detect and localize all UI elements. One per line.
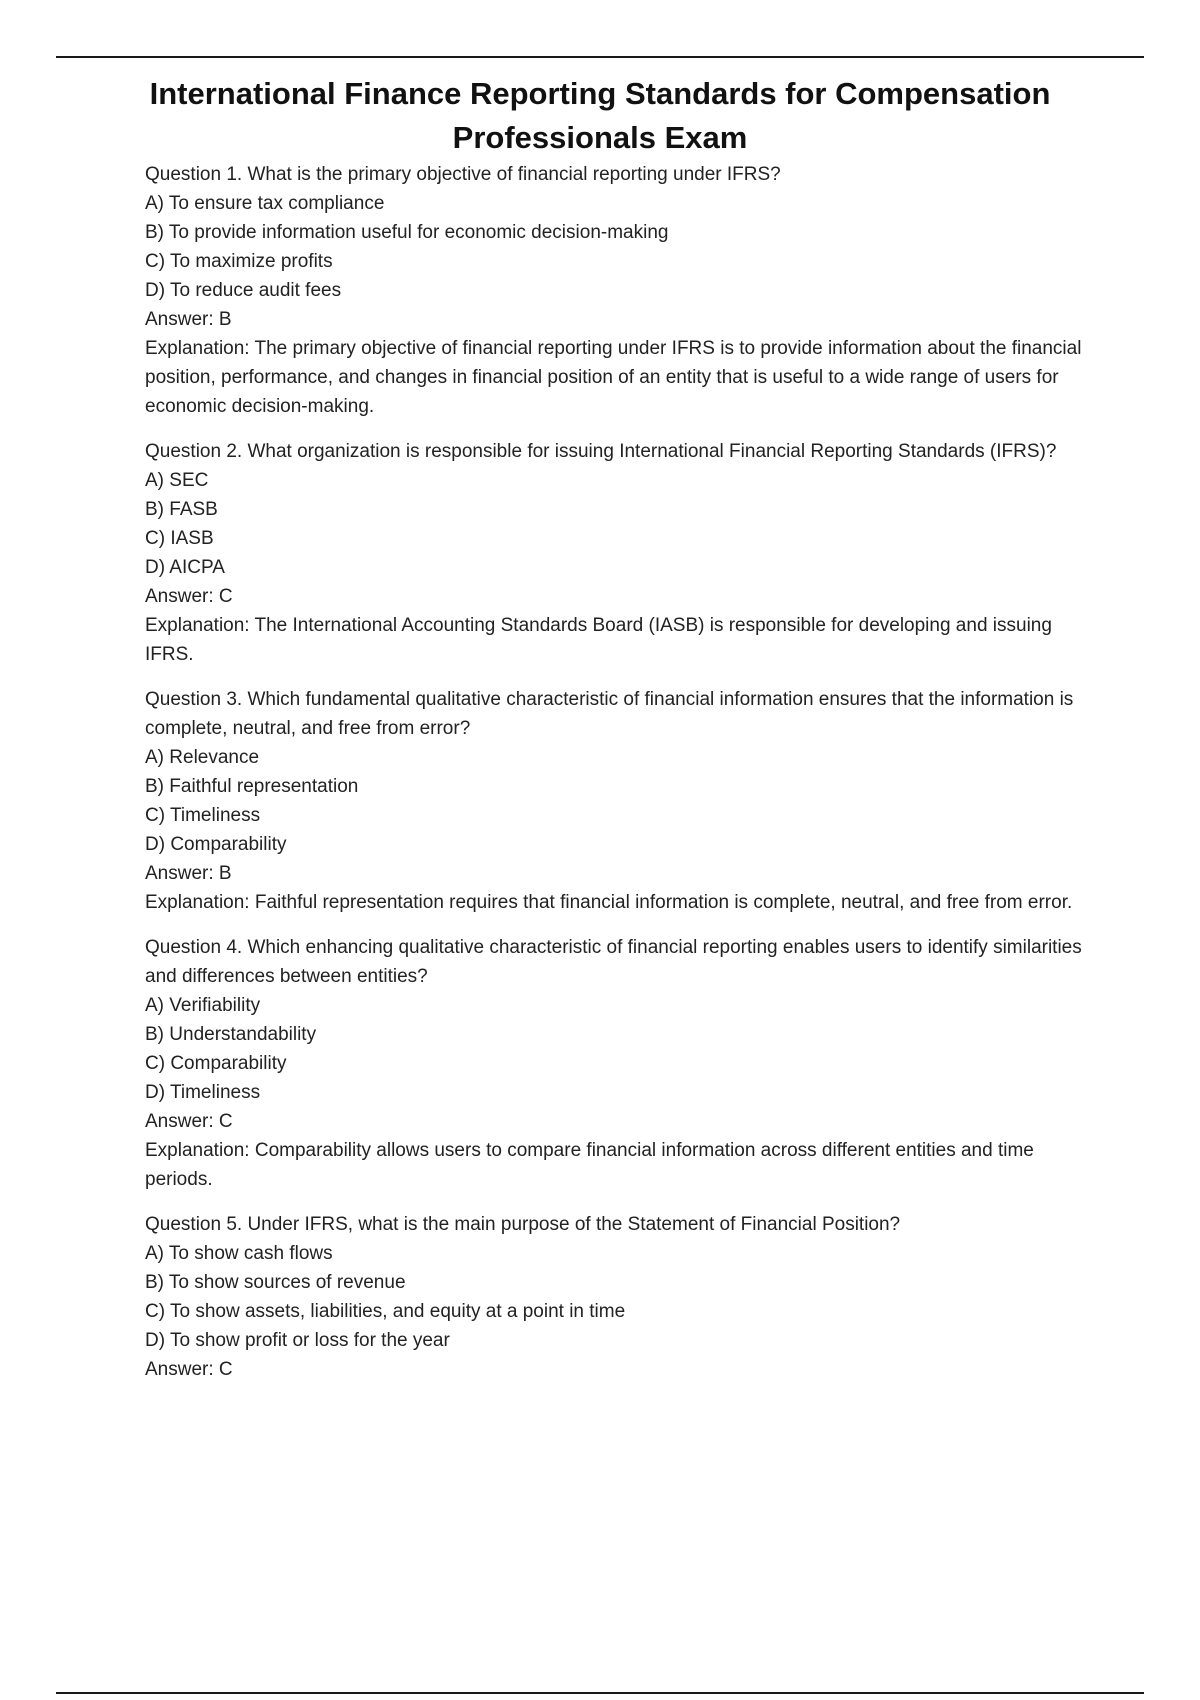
option-b: B) FASB <box>145 499 218 520</box>
question-block-3 <box>145 685 1085 917</box>
bottom-rule <box>56 1692 1144 1694</box>
question-text: Question 3. Which fundamental qualitative characteristic of financial information ensures that the information is complete, neutral, and free from error? <box>145 689 1074 739</box>
question-block-5 <box>145 1210 1085 1384</box>
option-c: C) To show assets, liabilities, and equity at a point in time <box>145 1301 626 1322</box>
option-d: D) Comparability <box>145 834 287 855</box>
question-text: Question 4. Which enhancing qualitative characteristic of financial reporting enables users to identify similarities and differences between entities? <box>145 937 1082 987</box>
option-a: A) To show cash flows <box>145 1243 333 1264</box>
option-a: A) SEC <box>145 470 209 491</box>
answer-text: Answer: C <box>145 1359 233 1380</box>
explanation-text: Explanation: The primary objective of financial reporting under IFRS is to provide information about the financial position, performance, and changes in financial position of an entity that is useful to a wide range of users for economic decision-making. <box>145 338 1082 417</box>
document-title: International Finance Reporting Standards for Compensation Professionals Exam <box>149 76 1051 155</box>
answer-text: Answer: C <box>145 1111 233 1132</box>
question-text: Question 1. What is the primary objective of financial reporting under IFRS? <box>145 164 781 185</box>
option-b: B) Understandability <box>145 1024 317 1045</box>
explanation-text: Explanation: Comparability allows users to compare financial information across different entities and time periods. <box>145 1140 1034 1190</box>
question-list <box>145 160 1085 1400</box>
option-a: A) Verifiability <box>145 995 261 1016</box>
answer-text: Answer: B <box>145 863 232 884</box>
answer-text: Answer: B <box>145 309 232 330</box>
option-a: A) To ensure tax compliance <box>145 193 385 214</box>
option-c: C) Comparability <box>145 1053 287 1074</box>
question-block-2 <box>145 437 1085 669</box>
option-d: D) To reduce audit fees <box>145 280 342 301</box>
question-block-4 <box>145 933 1085 1194</box>
question-text: Question 2. What organization is responsible for issuing International Financial Reporting Standards (IFRS)? <box>145 441 1057 462</box>
explanation-text: Explanation: Faithful representation requires that financial information is complete, neutral, and free from error. <box>145 892 1073 913</box>
option-d: D) AICPA <box>145 557 225 578</box>
option-b: B) To show sources of revenue <box>145 1272 406 1293</box>
option-d: D) Timeliness <box>145 1082 261 1103</box>
option-c: C) To maximize profits <box>145 251 333 272</box>
option-a: A) Relevance <box>145 747 260 768</box>
option-c: C) Timeliness <box>145 805 261 826</box>
option-d: D) To show profit or loss for the year <box>145 1330 450 1351</box>
answer-text: Answer: C <box>145 586 233 607</box>
top-rule <box>56 56 1144 58</box>
question-text: Question 5. Under IFRS, what is the main purpose of the Statement of Financial Position? <box>145 1214 901 1235</box>
option-b: B) Faithful representation <box>145 776 359 797</box>
option-b: B) To provide information useful for economic decision-making <box>145 222 669 243</box>
question-block-1 <box>145 160 1085 421</box>
explanation-text: Explanation: The International Accounting Standards Board (IASB) is responsible for developing and issuing IFRS. <box>145 615 1052 665</box>
option-c: C) IASB <box>145 528 214 549</box>
